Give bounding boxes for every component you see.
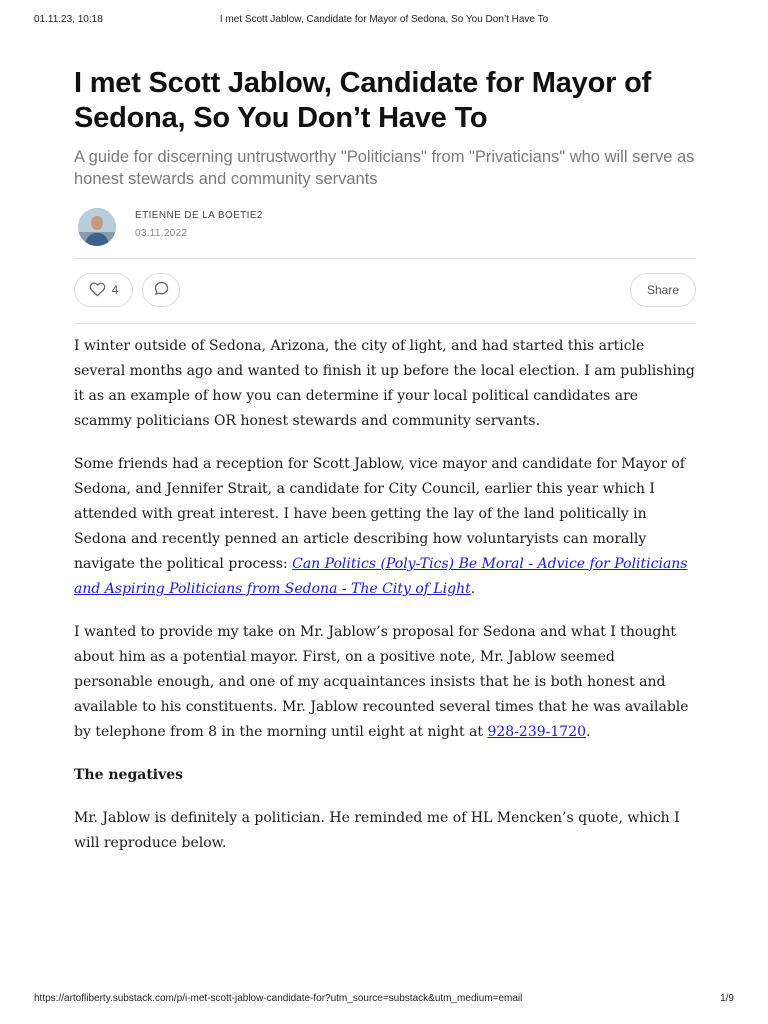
comment-bubble-icon [153, 280, 170, 300]
phone-link[interactable]: 928-239-1720 [487, 724, 587, 740]
paragraph: I winter outside of Sedona, Arizona, the city of light, and had started this article several months ago and wanted to finish it up before the local election. I am publishing it as an example of how you can determine if your local political candidates are scammy politicians OR honest stewards and community servants. [74, 338, 695, 429]
article-body [74, 334, 696, 856]
related-article-link[interactable]: Can Politics (Poly-Tics) Be Moral - Advice for Politicians and Aspiring Politicians from Sedona - The City of Light [74, 556, 688, 597]
paragraph-text: Some friends had a reception for Scott Jablow, vice mayor and candidate for Mayor of Sedona, and Jennifer Strait, a candidate for City Council, earlier this year which I attended with great interest. I have been getting the lay of the land politically in Sedona and recently penned an article describing how voluntaryists can morally navigate the political process: [74, 456, 685, 572]
paragraph [74, 452, 696, 602]
paragraph-text: . [470, 581, 476, 597]
paragraph: Mr. Jablow is definitely a politician. He reminded me of HL Mencken’s quote, which I will reproduce below. [74, 810, 680, 851]
like-count: 4 [111, 283, 119, 297]
print-datetime: 01.11.23, 10:18 [34, 14, 103, 25]
heart-icon [89, 281, 106, 300]
paragraph [74, 620, 696, 745]
article-subtitle: A guide for discerning untrustworthy "Politicians" from "Privaticians" who will serve as honest stewards and community servants [74, 148, 695, 188]
article-title: I met Scott Jablow, Candidate for Mayor of Sedona, So You Don’t Have To [74, 67, 652, 134]
post-actions [74, 259, 696, 323]
paragraph-text: . [586, 724, 591, 740]
byline [74, 206, 696, 246]
share-button[interactable] [630, 273, 696, 307]
section-heading: The negatives [74, 767, 184, 783]
publish-date: 03.11.2022 [135, 228, 188, 239]
comment-button[interactable] [142, 273, 180, 307]
print-url: https://artofliberty.substack.com/p/i-met-scott-jablow-candidate-for?utm_source=substack&utm_medium=email [34, 993, 523, 1004]
paragraph-text: I wanted to provide my take on Mr. Jablow’s proposal for Sedona and what I thought about him as a potential mayor. First, on a positive note, Mr. Jablow seemed personable enough, and one of my acquaintances insists that he is both honest and available to his constituents. Mr. Jablow recounted several times that he was available by telephone from 8 in the morning until eight at night at [74, 624, 689, 740]
like-button[interactable] [74, 273, 133, 307]
share-label: Share [646, 283, 680, 297]
article [74, 66, 696, 874]
divider [74, 323, 696, 324]
author-avatar[interactable] [78, 208, 116, 246]
print-page-title: I met Scott Jablow, Candidate for Mayor of Sedona, So You Don’t Have To [219, 14, 549, 25]
author-name[interactable]: ETIENNE DE LA BOETIE2 [135, 210, 263, 221]
page-number: 1/9 [720, 993, 734, 1004]
